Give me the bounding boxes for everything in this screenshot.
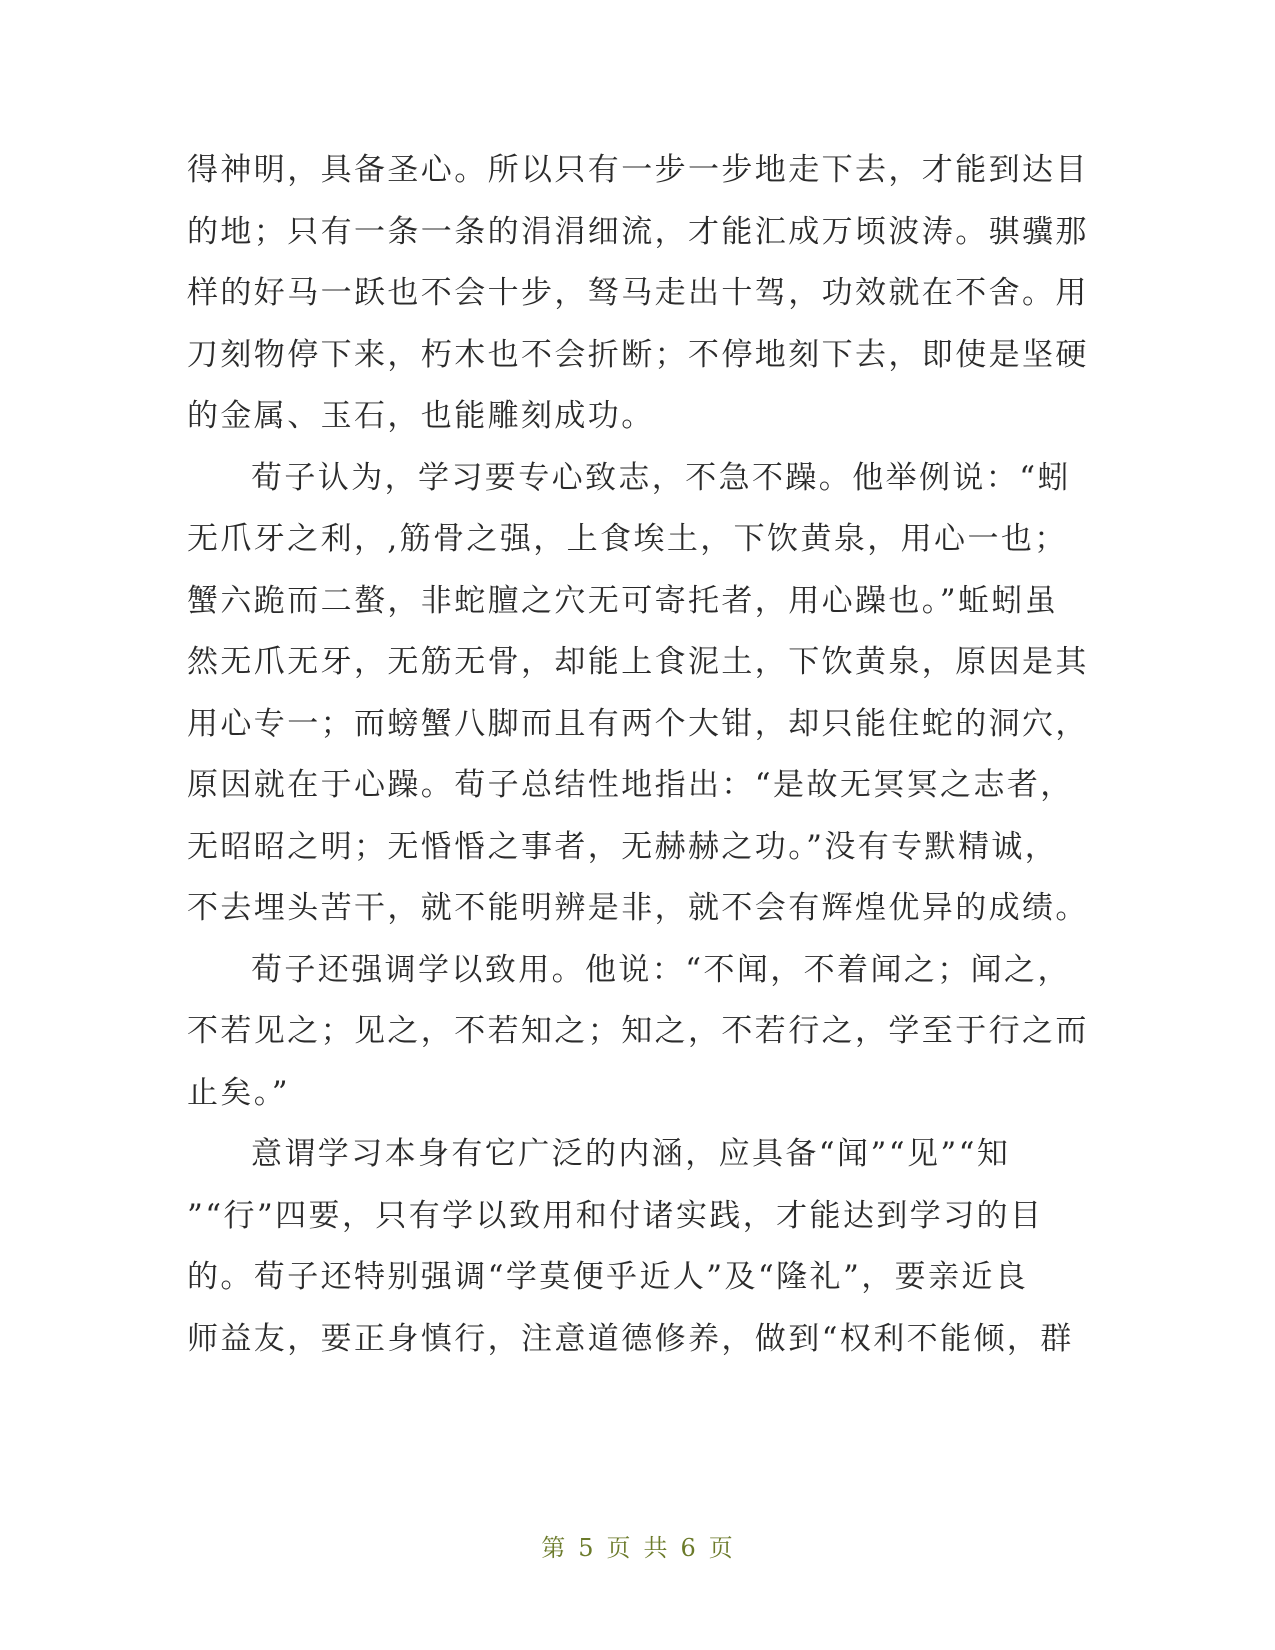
text-line: 荀子还强调学以致用。他说：“不闻，不着闻之；闻之， xyxy=(251,951,1071,988)
text-line: 的。荀子还特别强调“学莫便乎近人”及“隆礼”，要亲近良 xyxy=(187,1259,1029,1295)
text-line: 意谓学习本身有它广泛的内涵，应具备“闻”“见”“知 xyxy=(251,1136,1011,1172)
text-line: 的金属、玉石，也能雕刻成功。 xyxy=(187,398,655,434)
text-line: ”“行”四要，只有学以致用和付诸实践，才能达到学习的目 xyxy=(187,1197,1044,1234)
footer-label-page: 第 xyxy=(541,1534,567,1562)
text-line: 不若见之；见之，不若知之；知之，不若行之，学至于行之而 xyxy=(187,1013,1089,1049)
text-line: 用心专一；而螃蟹八脚而且有两个大钳，却只能住蛇的洞穴， xyxy=(187,705,1089,742)
text-line: 荀子认为，学习要专心致志，不急不躁。他举例说：“蚓 xyxy=(251,459,1071,496)
text-line: 原因就在于心躁。荀子总结性地指出：“是故无冥冥之志者， xyxy=(187,767,1074,803)
text-line: 无爪牙之利，,筋骨之强，上食埃土，下饮黄泉，用心一也； xyxy=(187,521,1068,557)
footer-label-ye: 页 xyxy=(606,1534,632,1562)
footer-label-ye2: 页 xyxy=(708,1534,734,1562)
text-line: 蟹六跪而二螯，非蛇膻之穴无可寄托者，用心躁也。”蚯蚓虽 xyxy=(187,582,1059,619)
text-line: 得神明，具备圣心。所以只有一步一步地走下去，才能到达目 xyxy=(187,152,1089,188)
footer-total-pages: 6 xyxy=(680,1534,697,1562)
footer-label-total: 共 xyxy=(643,1534,669,1562)
text-line: 师益友，要正身慎行，注意道德修养，做到“权利不能倾，群 xyxy=(187,1320,1074,1357)
text-line: 止矣。” xyxy=(187,1074,290,1111)
body-text xyxy=(187,140,1087,1370)
text-line: 的地；只有一条一条的涓涓细流，才能汇成万顷波涛。骐骥那 xyxy=(187,213,1089,250)
paragraph-3 xyxy=(187,940,1087,1125)
text-line: 然无爪无牙，无筋无骨，却能上食泥土，下饮黄泉，原因是其 xyxy=(187,644,1089,680)
page-footer xyxy=(0,1528,1275,1563)
paragraph-2 xyxy=(187,448,1087,940)
text-line: 刀刻物停下来，朽木也不会折断；不停地刻下去，即使是坚硬 xyxy=(187,336,1089,373)
text-line: 无昭昭之明；无惛惛之事者，无赫赫之功。”没有专默精诚， xyxy=(187,828,1059,865)
footer-current-page: 5 xyxy=(578,1534,595,1562)
paragraph-1 xyxy=(187,140,1087,448)
text-line: 样的好马一跃也不会十步，驽马走出十驾，功效就在不舍。用 xyxy=(187,275,1089,311)
text-line: 不去埋头苦干，就不能明辨是非，就不会有辉煌优异的成绩。 xyxy=(187,890,1089,926)
paragraph-4 xyxy=(187,1124,1087,1370)
